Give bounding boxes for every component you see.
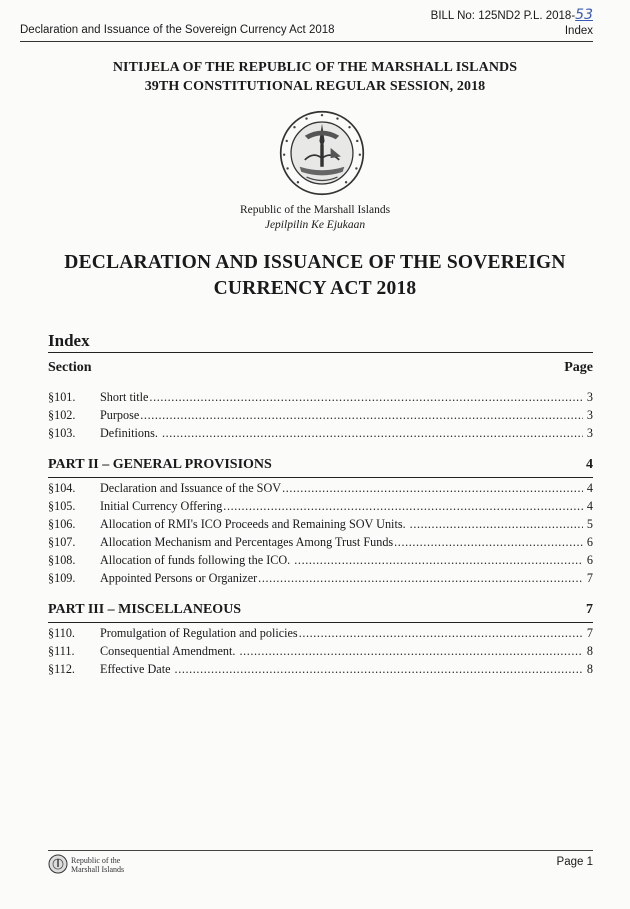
session-heading bbox=[0, 58, 630, 96]
part-rule bbox=[48, 622, 593, 623]
toc-group-3 bbox=[48, 624, 593, 678]
toc-entry-number: §111. bbox=[48, 644, 75, 658]
bill-number-block bbox=[431, 8, 593, 39]
toc-entry[interactable] bbox=[48, 551, 593, 569]
act-title-line-1: DECLARATION AND ISSUANCE OF THE SOVEREIGN bbox=[64, 252, 566, 273]
toc-entry-page: 5 bbox=[586, 517, 593, 531]
toc-entry-leader bbox=[100, 551, 583, 569]
toc-entry-number: §101. bbox=[48, 390, 76, 404]
act-title-line-2: CURRENCY ACT 2018 bbox=[213, 278, 417, 299]
bill-number bbox=[431, 8, 593, 24]
toc-entry[interactable] bbox=[48, 642, 593, 660]
toc-entry-title: Definitions. bbox=[100, 426, 161, 440]
toc-entry-title: Allocation of funds following the ICO. bbox=[100, 553, 294, 567]
part-page: 4 bbox=[586, 457, 593, 472]
toc-entry-page: 3 bbox=[586, 390, 593, 404]
page-column-header: Page bbox=[564, 360, 593, 375]
republic-motto: Jepilpilin Ke Ejukaan bbox=[264, 219, 366, 231]
toc-entry-title: Allocation Mechanism and Percentages Among Trust Funds bbox=[100, 535, 394, 549]
toc-entry-title: Purpose bbox=[100, 408, 140, 422]
toc-entry-leader bbox=[100, 479, 583, 497]
part-title: PART III – MISCELLANEOUS bbox=[48, 602, 242, 617]
toc-entry[interactable] bbox=[48, 624, 593, 642]
bill-number-prefix: BILL No: 125ND2 P.L. 2018- bbox=[430, 10, 576, 22]
footer-seal-icon bbox=[48, 854, 68, 874]
toc-entry-title: Initial Currency Offering bbox=[100, 499, 223, 513]
toc-entry-title: Consequential Amendment. bbox=[100, 644, 239, 658]
toc-entry[interactable] bbox=[48, 479, 593, 497]
toc-entry[interactable] bbox=[48, 660, 593, 678]
toc-entry-title: Short title bbox=[100, 390, 149, 404]
index-rule bbox=[48, 352, 593, 353]
toc-entry[interactable] bbox=[48, 424, 593, 442]
republic-block bbox=[0, 203, 630, 233]
toc-entry-leader bbox=[100, 642, 583, 660]
toc-entry-page: 6 bbox=[586, 553, 593, 567]
toc-entry-leader bbox=[100, 660, 583, 678]
toc-entry-page: 7 bbox=[586, 571, 593, 585]
toc-entry-number: §105. bbox=[48, 499, 76, 513]
toc-entry-page: 3 bbox=[586, 426, 593, 440]
toc-entry-leader bbox=[100, 624, 583, 642]
toc-entry-page: 7 bbox=[586, 626, 593, 640]
toc-entry-page: 4 bbox=[586, 499, 593, 513]
toc-entry-leader bbox=[100, 406, 583, 424]
toc-entry-leader bbox=[100, 424, 583, 442]
toc-group-1 bbox=[48, 388, 593, 442]
toc-entry-page: 6 bbox=[586, 535, 593, 549]
toc-entry-number: §107. bbox=[48, 535, 76, 549]
running-header-title: Declaration and Issuance of the Sovereign Currency Act 2018 bbox=[20, 24, 335, 36]
toc-entry-number: §112. bbox=[48, 662, 75, 676]
header-rule bbox=[20, 41, 593, 42]
toc-entry-number: §109. bbox=[48, 571, 76, 585]
toc-entry-number: §104. bbox=[48, 481, 76, 495]
toc-entry[interactable] bbox=[48, 533, 593, 551]
toc-entry-number: §103. bbox=[48, 426, 76, 440]
footer-line-1: Republic of the bbox=[71, 856, 121, 865]
part-heading-3 bbox=[48, 602, 593, 618]
toc-entry[interactable] bbox=[48, 406, 593, 424]
part-title: PART II – GENERAL PROVISIONS bbox=[48, 457, 272, 472]
toc-entry-leader bbox=[100, 533, 583, 551]
toc-group-2 bbox=[48, 479, 593, 587]
index-column-headers bbox=[48, 360, 593, 376]
toc-entry-leader bbox=[100, 388, 583, 406]
part-heading-2 bbox=[48, 457, 593, 473]
session-line-1: NITIJELA OF THE REPUBLIC OF THE MARSHALL ISLANDS bbox=[112, 60, 518, 75]
part-rule bbox=[48, 477, 593, 478]
toc-entry-leader bbox=[100, 515, 583, 533]
footer-rule bbox=[48, 850, 593, 851]
footer-republic bbox=[71, 857, 124, 874]
toc-entry-page: 3 bbox=[586, 408, 593, 422]
toc-entry-leader bbox=[100, 569, 583, 587]
act-title bbox=[0, 250, 630, 302]
toc-entry-page: 4 bbox=[586, 481, 593, 495]
toc-entry-number: §102. bbox=[48, 408, 76, 422]
toc-entry-number: §110. bbox=[48, 626, 75, 640]
toc-entry-page: 8 bbox=[586, 662, 593, 676]
toc-entry-title: Effective Date bbox=[100, 662, 174, 676]
toc-entry[interactable] bbox=[48, 569, 593, 587]
part-page: 7 bbox=[586, 602, 593, 617]
toc-entry[interactable] bbox=[48, 497, 593, 515]
section-column-header: Section bbox=[48, 360, 92, 375]
toc-entry-title: Promulgation of Regulation and policies bbox=[100, 626, 298, 640]
header-section-label: Index bbox=[564, 25, 593, 37]
toc-entry[interactable] bbox=[48, 388, 593, 406]
footer-page-number: Page 1 bbox=[556, 856, 593, 868]
toc-entry-leader bbox=[100, 497, 583, 515]
toc-entry-page: 8 bbox=[586, 644, 593, 658]
toc-entry-number: §106. bbox=[48, 517, 76, 531]
toc-entry-title: Appointed Persons or Organizer bbox=[100, 571, 258, 585]
toc-entry-number: §108. bbox=[48, 553, 76, 567]
toc-entry-title: Allocation of RMI's ICO Proceeds and Remaining SOV Units. bbox=[100, 517, 409, 531]
republic-name: Republic of the Marshall Islands bbox=[239, 204, 391, 216]
footer-line-2: Marshall Islands bbox=[71, 864, 125, 874]
index-heading: Index bbox=[48, 331, 90, 350]
session-line-2: 39TH CONSTITUTIONAL REGULAR SESSION, 2018 bbox=[144, 79, 486, 94]
bill-number-handwritten: 53 bbox=[575, 7, 593, 23]
toc-entry-title: Declaration and Issuance of the SOV bbox=[100, 481, 282, 495]
toc-entry[interactable] bbox=[48, 515, 593, 533]
marshall-islands-seal-icon bbox=[279, 110, 365, 196]
